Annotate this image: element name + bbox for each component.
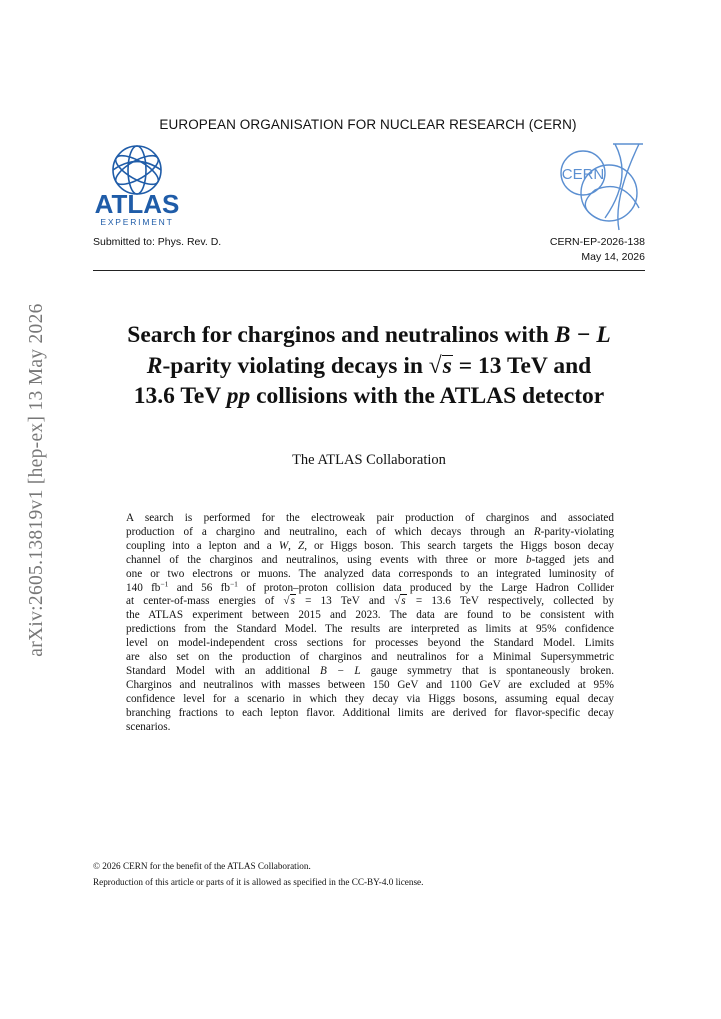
- arxiv-identifier: arXiv:2605.13819v1 [hep-ex] 13 May 2026: [26, 303, 47, 657]
- submitted-to: Submitted to: Phys. Rev. D.: [93, 236, 222, 248]
- title-math: B − L: [554, 322, 611, 348]
- title-text: 13.6 TeV: [133, 383, 227, 409]
- abstract-line: A search is performed for the electroweak pair production of charginos and associated: [126, 512, 614, 524]
- paper-title: [93, 320, 645, 412]
- copyright-text: © 2026 CERN for the benefit of the ATLAS Collaboration.: [93, 861, 311, 871]
- title-text: -parity violating decays in: [162, 352, 429, 379]
- title-text: Search for charginos and neutralinos with: [127, 322, 555, 348]
- abstract-line: one or two electrons or muons. The analyzed data corresponds to an integrated luminosity of: [126, 567, 614, 580]
- abstract-line: level on model-independent cross sections for processes beyond the Standard Model. Limits: [126, 637, 614, 650]
- title-text: collisions with the ATLAS detector: [250, 383, 605, 409]
- title-math: s: [442, 352, 452, 379]
- abstract-line: predictions from the Standard Model. The results are interpreted as limits at 95% confidence: [126, 623, 614, 636]
- title-text: = 13 TeV and: [452, 352, 592, 379]
- title-math: R: [146, 352, 163, 379]
- author: The ATLAS Collaboration: [292, 452, 446, 468]
- abstract-line: Standard Model with an additional B − L gauge symmetry that is spontaneously broken.: [126, 664, 614, 677]
- report-info: [550, 235, 645, 264]
- abstract: [126, 512, 614, 735]
- cern-logo-word: CERN: [561, 166, 605, 183]
- report-number: CERN-EP-2026-138: [549, 236, 645, 248]
- cern-logo: [553, 138, 647, 232]
- header-rule: [93, 270, 645, 271]
- abstract-line: 140 $fb^{-1}$ and 56 $fb^{-1}$ of proton–proton collision data produced by the Large Hadron Collider: [126, 578, 614, 594]
- title-sqrt: √: [428, 352, 442, 379]
- abstract-line: branching fractions to each lepton flavor. Additional limits are derived for flavor-specific decay: [126, 706, 614, 719]
- organisation-header: EUROPEAN ORGANISATION FOR NUCLEAR RESEARCH (CERN): [159, 117, 577, 132]
- arxiv-stamp: [20, 290, 48, 670]
- atlas-logo-word: ATLAS: [94, 189, 180, 219]
- abstract-line: channel of the charginos and neutralinos, using events with three or more b-tagged jets and: [126, 553, 614, 566]
- title-line-1: [93, 320, 645, 351]
- abstract-line: production of a chargino and neutralino, each of which decays through an R-parity-violating: [126, 525, 614, 538]
- abstract-line: scenarios.: [126, 720, 171, 733]
- abstract-line: the ATLAS experiment between 2015 and 2023. The data are found to be consistent with: [126, 609, 614, 622]
- abstract-line: coupling into a lepton and a W, Z, or Higgs boson. This search targets the Higgs boson decay: [126, 539, 615, 552]
- license-text: Reproduction of this article or parts of it is allowed as specified in the CC-BY-4.0 license.: [93, 877, 424, 887]
- title-line-3: [93, 381, 645, 412]
- abstract-line: at center-of-mass energies of √s = 13 TeV and √s = 13.6 TeV respectively, collected by: [126, 595, 614, 608]
- title-line-2: [93, 351, 645, 382]
- copyright-notice: [93, 858, 423, 890]
- abstract-line: are also set on the production of charginos and neutralinos for a Minimal Supersymmetric: [126, 651, 614, 664]
- title-math: pp: [226, 383, 251, 409]
- atlas-logo-sub: EXPERIMENT: [100, 217, 174, 227]
- atlas-logo: [90, 143, 185, 228]
- report-date: May 14, 2026: [581, 250, 645, 263]
- abstract-line: Charginos and neutralinos with masses between 150 GeV and 1100 GeV are excluded at 95%: [126, 678, 614, 691]
- abstract-line: confidence level for a scenario in which they decay via Higgs bosons, assuming equal decay: [126, 692, 614, 705]
